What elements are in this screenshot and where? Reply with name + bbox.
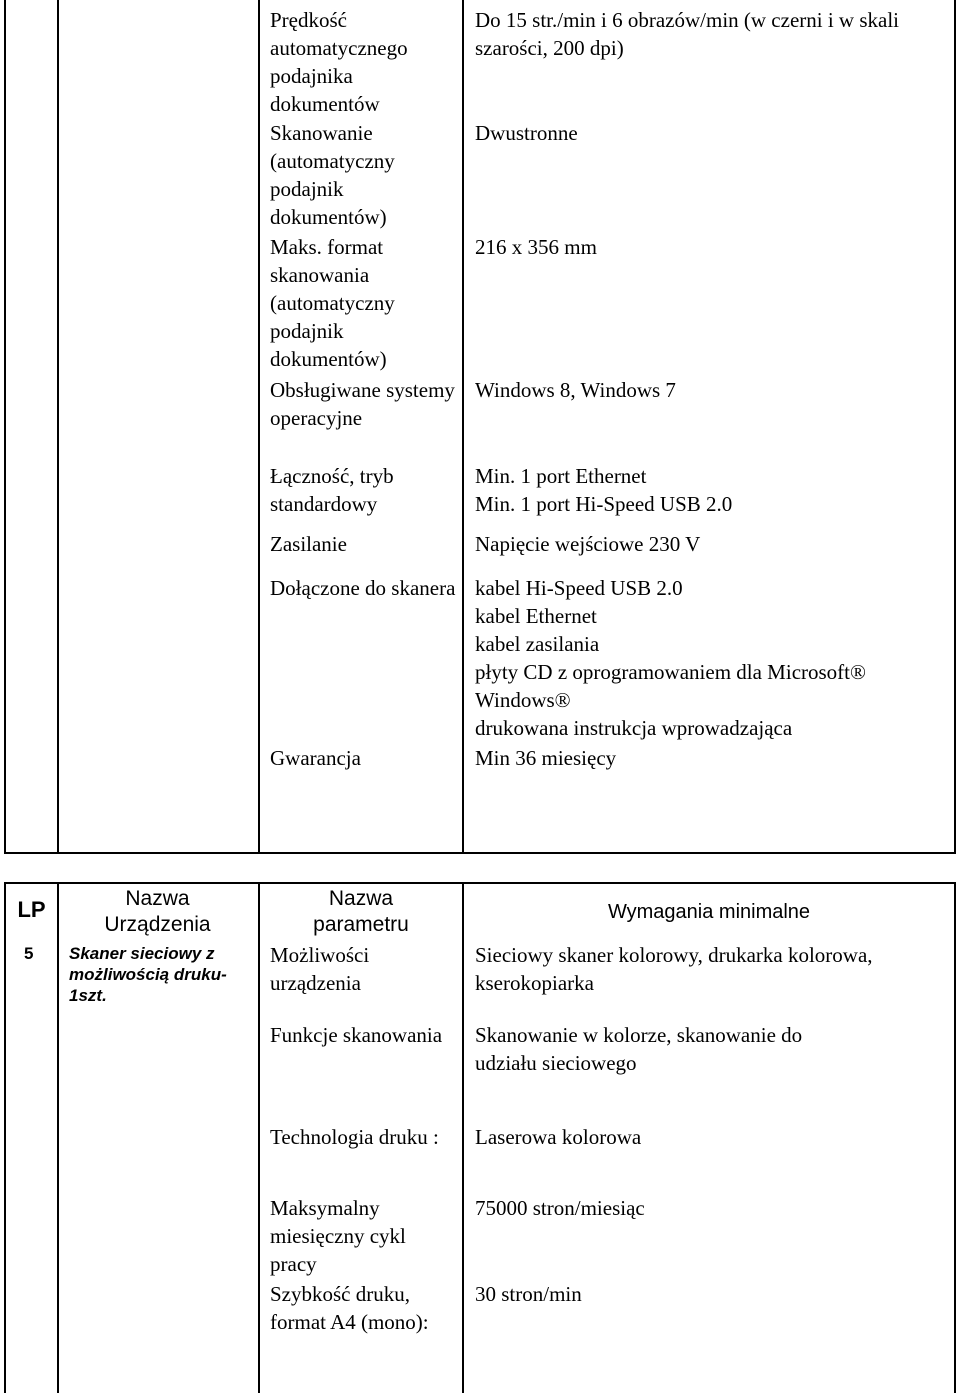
device-name: Skaner sieciowy z możliwością druku-1szt. bbox=[69, 944, 227, 1005]
value-adf-scan: Dwustronne bbox=[475, 121, 578, 145]
table-border bbox=[57, 882, 59, 1393]
param-print-speed: Szybkość druku, format A4 (mono): bbox=[270, 1282, 429, 1334]
value-duty-cycle: 75000 stron/miesiąc bbox=[475, 1196, 645, 1220]
value-max-format: 216 x 356 mm bbox=[475, 235, 597, 259]
header-param-name: Nazwa parametru bbox=[313, 887, 409, 936]
header-requirements: Wymagania minimalne bbox=[607, 901, 811, 923]
lp-number: 5 bbox=[24, 944, 34, 963]
table-border-left bbox=[4, 0, 6, 854]
param-included: Dołączone do skanera bbox=[270, 576, 456, 600]
value-adf-speed: Do 15 str./min i 6 obrazów/min (w czerni i w skali szarości, 200 dpi) bbox=[475, 8, 900, 60]
table-border-bottom bbox=[4, 852, 956, 854]
table-border-right bbox=[954, 0, 956, 854]
param-adf-scan: Skanowanie (automatyczny podajnik dokumentów) bbox=[270, 121, 395, 229]
param-power: Zasilanie bbox=[270, 532, 347, 556]
table-border-left bbox=[4, 882, 6, 1393]
value-included: kabel Hi-Speed USB 2.0 kabel Ethernet kabel zasilania płyty CD z oprogramowaniem dla Microsoft® Windows® drukowana instrukcja wprowadzająca bbox=[475, 576, 866, 740]
header-device-name: Nazwa Urządzenia bbox=[104, 887, 211, 936]
param-os: Obsługiwane systemy operacyjne bbox=[270, 378, 455, 430]
param-connectivity: Łączność, tryb standardowy bbox=[270, 464, 394, 516]
value-power: Napięcie wejściowe 230 V bbox=[475, 532, 701, 556]
value-print-speed: 30 stron/min bbox=[475, 1282, 582, 1306]
table-border bbox=[258, 882, 260, 1393]
table-border bbox=[258, 0, 260, 854]
param-scan-functions: Funkcje skanowania bbox=[270, 1023, 443, 1047]
table-border bbox=[462, 882, 464, 1393]
param-max-format: Maks. format skanowania (automatyczny podajnik dokumentów) bbox=[270, 235, 395, 371]
value-scan-functions: Skanowanie w kolorze, skanowanie do udziału sieciowego bbox=[475, 1023, 803, 1075]
header-lp: LP bbox=[17, 897, 46, 922]
value-connectivity: Min. 1 port Ethernet Min. 1 port Hi-Speed USB 2.0 bbox=[475, 464, 733, 516]
table-border-top bbox=[4, 882, 956, 884]
value-os: Windows 8, Windows 7 bbox=[475, 378, 676, 402]
value-warranty: Min 36 miesięcy bbox=[475, 746, 617, 770]
table-border-right bbox=[954, 882, 956, 1393]
param-capabilities: Możliwości urządzenia bbox=[270, 943, 370, 995]
param-print-technology: Technologia druku : bbox=[270, 1125, 439, 1149]
value-print-technology: Laserowa kolorowa bbox=[475, 1125, 642, 1149]
table-border bbox=[462, 0, 464, 854]
value-capabilities: Sieciowy skaner kolorowy, drukarka kolorowa, kserokopiarka bbox=[475, 943, 873, 995]
table-border bbox=[57, 0, 59, 854]
param-adf-speed: Prędkość automatycznego podajnika dokumentów bbox=[270, 8, 408, 116]
param-duty-cycle: Maksymalny miesięczny cykl pracy bbox=[270, 1196, 406, 1276]
param-warranty: Gwarancja bbox=[270, 746, 361, 770]
